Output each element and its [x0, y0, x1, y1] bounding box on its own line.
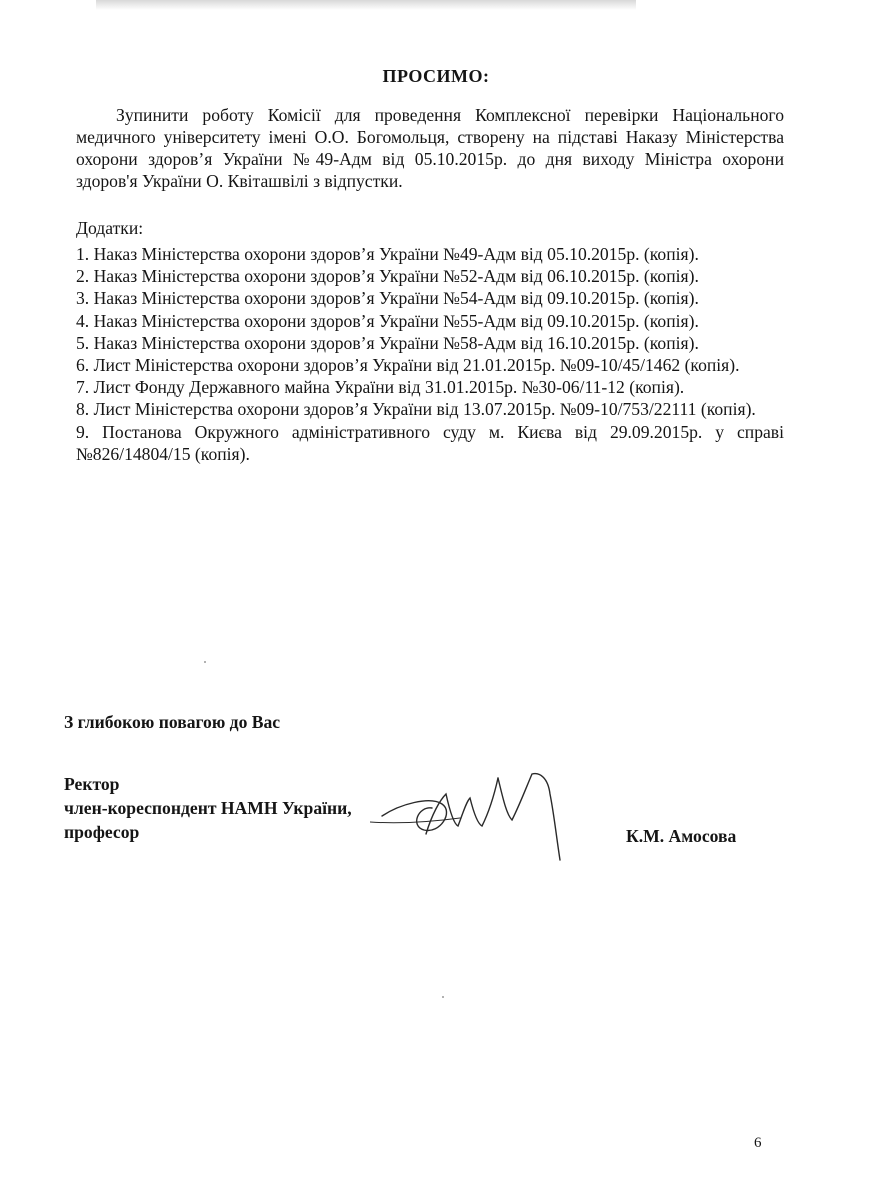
attachment-item: 6. Лист Міністерства охорони здоров’я України від 21.01.2015р. №09-10/45/1462 (копія). — [76, 355, 740, 376]
attachments-title: Додатки: — [76, 218, 144, 238]
attachment-item: 3. Наказ Міністерства охорони здоров’я України №54-Адм від 09.10.2015р. (копія). — [76, 288, 699, 309]
attachment-item: 9. Постанова Окружного адміністративного суду м. Києва від 29.09.2015р. у справі №826/14804/15 (копія). — [76, 421, 784, 464]
signatory-title: член-кореспондент НАМН України, — [64, 798, 352, 818]
request-paragraph — [76, 104, 784, 192]
handwritten-signature — [370, 764, 600, 864]
signatory-rank: професор — [64, 822, 140, 842]
attachment-item: 5. Наказ Міністерства охорони здоров’я України №58-Адм від 16.10.2015р. (копія). — [76, 332, 699, 353]
scan-shadow — [96, 0, 636, 10]
attachment-item: 7. Лист Фонду Державного майна України від 31.01.2015р. №30-06/11-12 (копія). — [76, 377, 685, 398]
attachment-item: 4. Наказ Міністерства охорони здоров’я України №55-Адм від 09.10.2015р. (копія). — [76, 310, 699, 331]
request-text: Зупинити роботу Комісії для проведення Комплексної перевірки Національного медичного університету імені О.О. Богомольця, створену на підставі Наказу Міністерства охорони здоров’я України №49-Адм від 05.10.2015р. до дня виходу Міністра охорони здоров'я України О. Квіташвілі з відпустки. — [76, 105, 784, 191]
signatory-name: К.М. Амосова — [626, 826, 737, 846]
scan-speck — [204, 661, 206, 663]
closing-salutation: З глибокою повагою до Вас — [64, 712, 281, 732]
page-number: 6 — [754, 1135, 762, 1151]
attachments-list — [76, 243, 784, 465]
signatory-position: Ректор — [64, 774, 120, 794]
attachment-item: 2. Наказ Міністерства охорони здоров’я України №52-Адм від 06.10.2015р. (копія). — [76, 266, 699, 287]
attachment-item: 8. Лист Міністерства охорони здоров’я України від 13.07.2015р. №09-10/753/22111 (копія). — [76, 399, 756, 420]
request-heading: ПРОСИМО: — [382, 66, 490, 86]
signatory-block — [64, 772, 352, 844]
attachment-item: 1. Наказ Міністерства охорони здоров’я України №49-Адм від 05.10.2015р. (копія). — [76, 244, 699, 264]
scan-speck — [442, 996, 444, 998]
